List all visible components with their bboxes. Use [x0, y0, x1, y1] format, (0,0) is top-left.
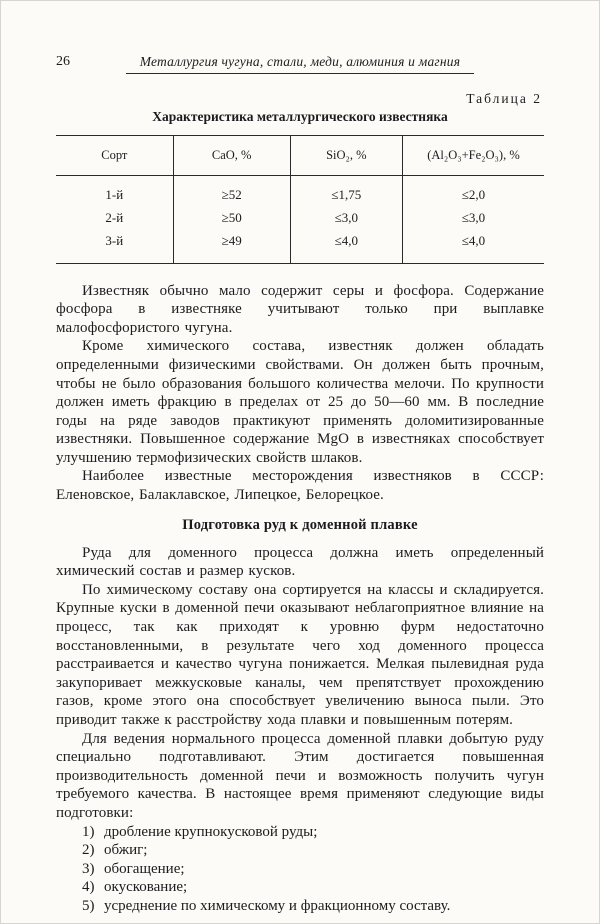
cell-grade: 2-й — [105, 209, 124, 225]
cell-sio2: ≤4,0 — [290, 230, 402, 263]
list-item-number: 2) — [82, 842, 95, 859]
table-label: Таблица 2 — [466, 91, 542, 106]
list-item-text: дробление крупнокусковой руды; — [104, 823, 318, 840]
column-header-sort: Сорт — [56, 136, 173, 176]
paragraph: Известняк обычно мало содержит серы и фосфора. Содержание фосфора в известняке учитывают только при выплавке малофосфористого чугуна. — [56, 282, 544, 336]
list-item — [56, 897, 544, 916]
preparation-types-list — [56, 823, 544, 916]
paragraph: Руда для доменного процесса должна иметь определенный химический состав и размер кусков. — [56, 544, 544, 580]
list-item-number: 1) — [82, 823, 95, 840]
list-item-text: усреднение по химическому и фракционному составу. — [104, 897, 451, 914]
cell-al2o3-fe2o3: ≤3,0 — [402, 207, 544, 230]
paragraph: Для ведения нормального процесса доменной плавки добытую руду специально подготавливают. Этим достигается повышенная производительность доменной печи и возможность получить чугун требуемого качества. В настоящее время применяют следующие виды подготовки: — [56, 730, 544, 821]
paragraph: Кроме химического состава, известняк должен обладать определенными физическими свойствами. Он должен быть прочным, чтобы не было образования большого количества мелочи. По крупности должен иметь фракцию в пределах от 25 до 50—60 мм. В последние годы на ряде заводов практикуют применять доломитизированные известняки. Повышенное содержание MgO в известняках способствует улучшению термофизических свойств шлаков. — [56, 338, 544, 466]
cell-sio2: ≤3,0 — [290, 207, 402, 230]
limestone-characteristics-table — [56, 135, 544, 264]
list-item — [56, 823, 544, 842]
cell-cao: ≥49 — [173, 230, 290, 263]
column-header-sio2: SiO₂, % — [290, 136, 402, 176]
list-item-text: обогащение; — [104, 860, 185, 877]
page-number: 26 — [56, 54, 70, 69]
section-heading: Подготовка руд к доменной плавке — [182, 516, 418, 533]
table-header-row — [56, 136, 544, 176]
list-item-number: 5) — [82, 897, 95, 914]
list-item-text: окускование; — [104, 879, 188, 896]
list-item-text: обжиг; — [104, 842, 148, 859]
cell-grade: 3-й — [105, 232, 124, 248]
body-text — [56, 282, 544, 916]
list-item-number: 4) — [82, 879, 95, 896]
table-row — [56, 230, 544, 263]
cell-grade: 1-й — [105, 187, 124, 202]
cell-cao: ≥50 — [173, 207, 290, 230]
table-title: Характеристика металлургического известняка — [152, 109, 448, 124]
cell-sio2: ≤1,75 — [290, 176, 402, 207]
table-row — [56, 176, 544, 207]
cell-cao: ≥52 — [173, 176, 290, 207]
running-title: Металлургия чугуна, стали, меди, алюминия и магния — [126, 54, 474, 74]
list-item — [56, 841, 544, 860]
column-header-al2o3-fe2o3: (Al₂O₃+Fe₂O₃), % — [402, 136, 544, 176]
list-item-number: 3) — [82, 860, 95, 877]
paragraph: Наиболее известные месторождения известняков в СССР: Еленовское, Балаклавское, Липецкое, Белорецкое. — [56, 468, 544, 504]
table-row — [56, 207, 544, 230]
paragraph: По химическому составу она сортируется на классы и складируется. Крупные куски в доменной печи оказывают неблагоприятное влияние на процесс, так как приходят к уровню фурм недостаточно восстановленными, в результате чего ход доменного процесса расстраивается и качество чугуна понижается. Мелкая пылевидная руда закупоривает межкусковые каналы, чем препятствует прохождению газов, кроме этого она способствует увеличению выноса пыли. Это приводит также к расстройству хода плавки и повышенным потерям. — [56, 581, 544, 728]
cell-al2o3-fe2o3: ≤2,0 — [402, 176, 544, 207]
list-item — [56, 878, 544, 897]
page-header — [56, 53, 544, 75]
cell-al2o3-fe2o3: ≤4,0 — [402, 230, 544, 263]
list-item — [56, 860, 544, 879]
column-header-cao: CaO, % — [173, 136, 290, 176]
